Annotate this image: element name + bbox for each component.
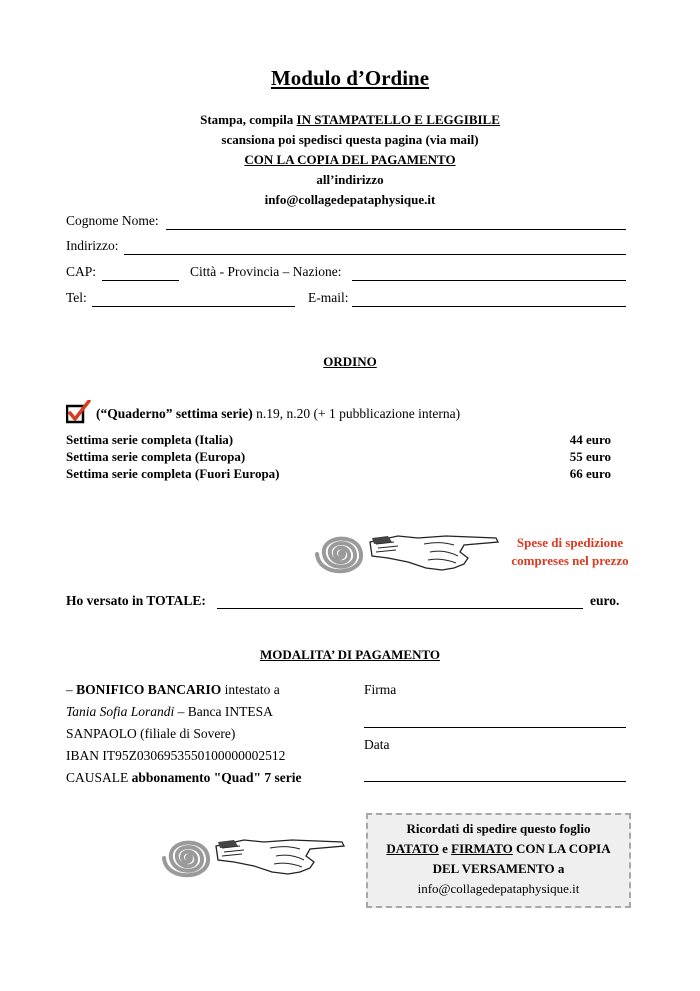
instructions-line1: Stampa, compila [200, 112, 297, 127]
name-field[interactable] [166, 229, 626, 230]
spiral-icon [305, 518, 375, 588]
cap-label: CAP: [66, 264, 97, 279]
cap-field[interactable] [102, 280, 179, 281]
reminder-line1: Ricordati di spedire questo foglio [406, 821, 591, 836]
reminder-dated: DATATO [386, 841, 439, 856]
payment-branch: SANPAOLO (filiale di Sovere) [66, 726, 236, 741]
instructions-line2: scansiona poi spedisci questa pagina (via mail) [221, 132, 479, 147]
email-field[interactable] [352, 306, 626, 307]
signature-field[interactable] [364, 727, 626, 728]
payment-details [66, 679, 302, 789]
payment-method: BONIFICO BANCARIO [76, 682, 222, 697]
payment-causale: abbonamento "Quad" 7 serie [131, 770, 302, 785]
option-price: 44 euro [569, 432, 611, 447]
payment-holder: Tania Sofia Lorandi [66, 704, 175, 719]
city-label: Città - Provincia – Nazione: [190, 264, 342, 279]
option-price: 66 euro [569, 466, 611, 481]
shipping-note [505, 534, 635, 570]
pointing-hand-icon [368, 528, 500, 576]
pointing-hand-icon [214, 832, 346, 880]
total-field[interactable] [217, 608, 583, 609]
payment-iban: IBAN IT95Z0306953550100000002512 [66, 748, 286, 763]
spiral-icon [152, 822, 222, 892]
email-label: E-mail: [308, 290, 349, 305]
order-item [96, 406, 460, 422]
instructions [0, 110, 700, 210]
reminder-email: info@collagedepataphysique.it [417, 881, 580, 896]
address-field[interactable] [124, 254, 626, 255]
page-title: Modulo d’Ordine [270, 66, 430, 90]
order-item-title: (“Quaderno” settima serie) [96, 406, 253, 421]
date-field[interactable] [364, 781, 626, 782]
tel-field[interactable] [92, 306, 295, 307]
option-label: Settima serie completa (Italia) [66, 432, 234, 447]
reminder-signed: FIRMATO [451, 841, 513, 856]
shipping-note-line1: Spese di spedizione [516, 535, 624, 550]
name-label: Cognome Nome: [66, 213, 159, 228]
date-label: Data [364, 737, 390, 752]
checkbox-checked-icon[interactable] [66, 400, 92, 426]
order-heading: ORDINO [323, 354, 377, 369]
payment-causale-label: CAUSALE [66, 770, 132, 785]
total-currency: euro. [590, 593, 620, 608]
signature-label: Firma [364, 682, 397, 697]
shipping-note-line2: compreses nel prezzo [511, 553, 629, 568]
payment-line1-rest: intestato a [221, 682, 280, 697]
order-item-detail: n.19, n.20 (+ 1 pubblicazione interna) [252, 406, 461, 421]
tel-label: Tel: [66, 290, 87, 305]
option-price: 55 euro [569, 449, 611, 464]
instructions-line4: all’indirizzo [316, 172, 384, 187]
instructions-line3: CON LA COPIA DEL PAGAMENTO [244, 152, 456, 167]
reminder-line3: DEL VERSAMENTO a [432, 861, 565, 876]
payment-bank: – Banca INTESA [174, 704, 273, 719]
instructions-emphasis: IN STAMPATELLO E LEGGIBILE [296, 112, 500, 127]
option-label: Settima serie completa (Fuori Europa) [66, 466, 280, 481]
address-label: Indirizzo: [66, 238, 119, 253]
total-label: Ho versato in TOTALE: [66, 593, 206, 608]
city-field[interactable] [352, 280, 626, 281]
payment-heading: MODALITA’ DI PAGAMENTO [259, 647, 441, 662]
option-label: Settima serie completa (Europa) [66, 449, 246, 464]
reminder-line2-rest: CON LA COPIA [512, 841, 611, 856]
instructions-email: info@collagedepataphysique.it [264, 192, 436, 207]
reminder-and: e [438, 841, 452, 856]
payment-dash: – [66, 682, 77, 697]
reminder-box [366, 813, 631, 908]
